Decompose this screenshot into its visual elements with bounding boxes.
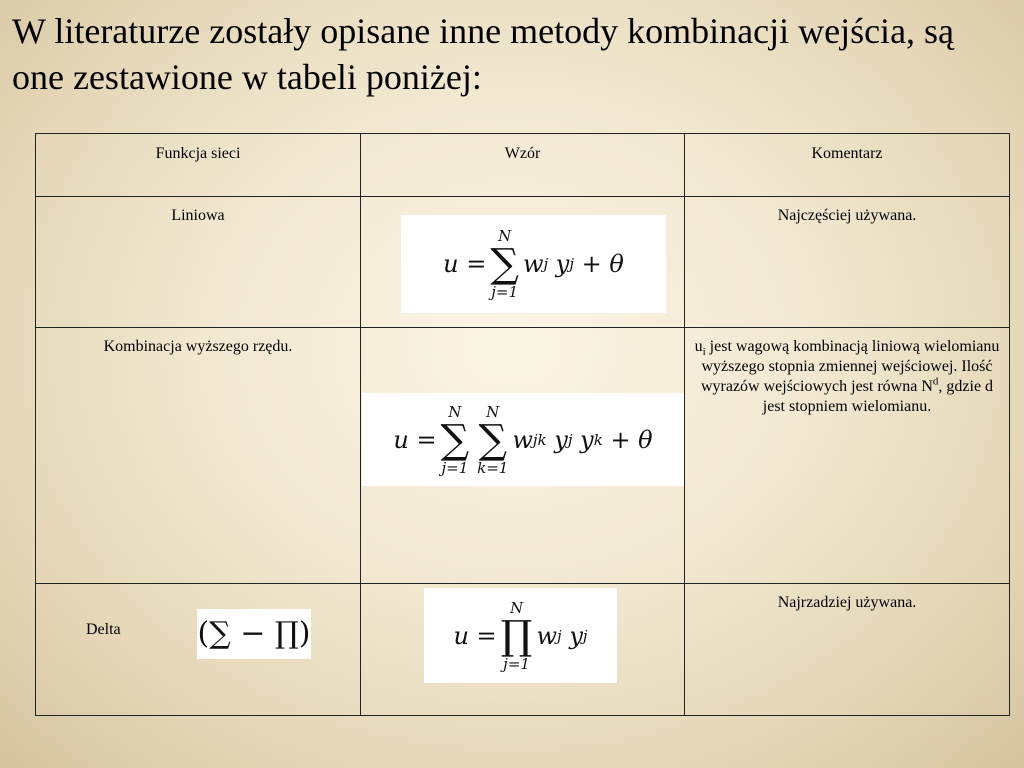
comment-cell (685, 328, 1010, 584)
product-symbol: ∏ (500, 612, 533, 659)
formula-bias: + θ (610, 425, 653, 454)
sum-symbol: ∑ (478, 416, 508, 463)
methods-table (35, 133, 1010, 716)
formula-lhs: u = (393, 425, 437, 454)
table-row (36, 197, 1010, 328)
formula-subscript: j (582, 626, 588, 645)
delta-formula (424, 588, 617, 683)
formula-subscript: k (593, 430, 603, 449)
product-operator (501, 600, 533, 672)
table-row (36, 328, 1010, 584)
formula-cell (361, 197, 685, 328)
higher-order-formula (362, 393, 684, 486)
comment-part: jest wagową kombinacją liniową wielomianu wyższego stopnia zmiennej wejściowej. Ilość wyrazów wejściowych jest równa N (700, 338, 1000, 395)
comment-cell (685, 584, 1010, 716)
table-header-row (36, 134, 1010, 197)
header-comment: Komentarz (685, 134, 1010, 197)
formula-subscript: j (569, 255, 574, 273)
slide-heading: W literaturze zostały opisane inne metody kombinacji wejścia, są one zestawione w tabeli poniżej: (12, 11, 955, 97)
sum-upper-limit: N (498, 227, 512, 245)
formula-cell (361, 328, 685, 584)
comment-text: Najczęściej używana. (777, 207, 917, 224)
sum-upper-limit: N (486, 402, 500, 421)
comment-text: Najrzadziej używana. (777, 594, 917, 611)
sigma-pi-symbol: (∑ − ∏) (197, 609, 311, 659)
function-name: Delta (86, 621, 121, 638)
function-cell (36, 328, 361, 584)
formula-weight: w (536, 621, 558, 650)
comment-subscript: i (702, 346, 706, 359)
formula-lhs: u = (443, 250, 487, 278)
product-upper-limit: N (510, 598, 524, 617)
formula-input: y (555, 250, 570, 278)
sum-upper-limit: N (448, 402, 462, 421)
sum-operator-k (477, 404, 508, 476)
sum-symbol: ∑ (490, 241, 519, 287)
function-cell (36, 197, 361, 328)
comment-text (695, 338, 1000, 415)
header-network-function: Funkcja sieci (36, 134, 361, 197)
table-row (36, 584, 1010, 716)
formula-cell (361, 584, 685, 716)
formula-subscript: j (557, 626, 562, 645)
comment-part: , gdzie d jest stopniem wielomianu. (762, 378, 994, 415)
sum-lower-limit: j=1 (491, 283, 519, 301)
comment-superscript: d (932, 375, 939, 388)
formula-input: y (580, 425, 594, 454)
sum-lower-limit: k=1 (477, 458, 509, 477)
comment-symbol: u (694, 338, 703, 355)
function-cell (36, 584, 361, 716)
function-name: Kombinacja wyższego rzędu. (103, 338, 293, 355)
product-lower-limit: j=1 (503, 654, 530, 673)
sum-operator-j (441, 404, 470, 476)
linear-formula (401, 215, 666, 313)
formula-weight: w (522, 250, 544, 278)
formula-subscript: j (567, 430, 573, 449)
formula-input: y (554, 425, 568, 454)
comment-cell (685, 197, 1010, 328)
sum-symbol: ∑ (440, 416, 470, 463)
function-name: Liniowa (171, 207, 225, 224)
sum-lower-limit: j=1 (441, 458, 469, 477)
formula-weight: w (512, 425, 533, 454)
formula-bias: + θ (581, 250, 624, 278)
formula-subscript: jk (532, 430, 547, 449)
formula-lhs: u = (453, 621, 497, 650)
header-formula: Wzór (361, 134, 685, 197)
formula-subscript: j (543, 255, 549, 273)
sum-operator (490, 228, 519, 300)
formula-input: y (569, 621, 583, 650)
